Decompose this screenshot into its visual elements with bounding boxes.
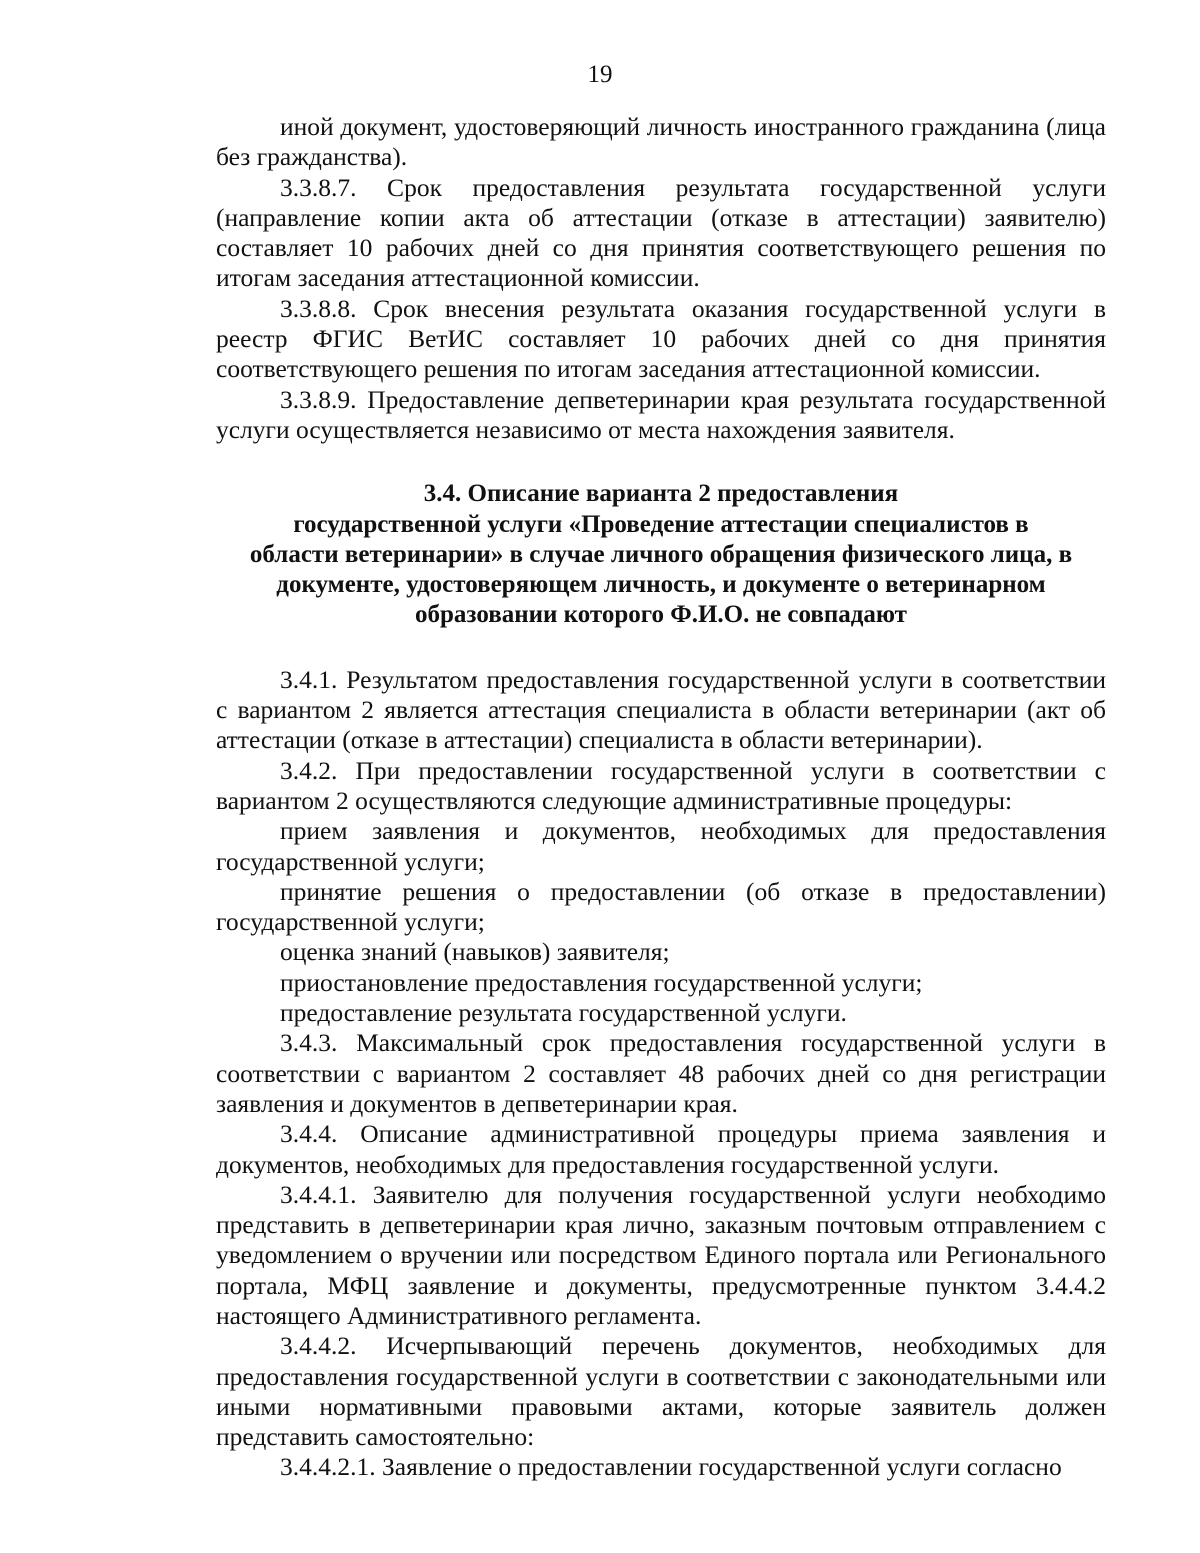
heading-line: документе, удостоверяющем личность, и документе о ветеринарном <box>276 571 1046 599</box>
document-body <box>216 112 1106 1483</box>
page-number: 19 <box>587 61 613 88</box>
paragraph-3-4-4-2-1: 3.4.4.2.1. Заявление о предоставлении государственной услуги согласно <box>280 1452 1062 1482</box>
paragraph-foreign-id: иной документ, удостоверяющий личность иностранного гражданина (лица без гражданства). <box>216 112 1106 172</box>
section-heading-3-4 <box>216 479 1106 630</box>
paragraph-3-3-8-9: 3.3.8.9. Предоставление депветеринарии края результата государственной услуги осуществляется независимо от места нахождения заявителя. <box>216 384 1106 444</box>
paragraph-3-3-8-7: 3.3.8.7. Срок предоставления результата государственной услуги (направление копии акта об аттестации (отказе в аттестации) заявителю) составляет 10 рабочих дней со дня принятия соответствующего решения по итогам заседания аттестационной комиссии. <box>216 172 1106 293</box>
paragraph-3-3-8-8: 3.3.8.8. Срок внесения результата оказания государственной услуги в реестр ФГИС ВетИС составляет 10 рабочих дней со дня принятия соответствующего решения по итогам заседания аттестационной комиссии. <box>216 293 1106 384</box>
paragraph-3-4-4-2: 3.4.4.2. Исчерпывающий перечень документов, необходимых для предоставления государственной услуги в соответствии с законодательными или иными нормативными правовыми актами, которые заявитель должен представить самостоятельно: <box>216 1331 1106 1452</box>
procedure-item: оценка знаний (навыков) заявителя; <box>280 937 670 967</box>
procedure-item: предоставление результата государственной услуги. <box>280 998 847 1028</box>
heading-line: государственной услуги «Проведение аттестации специалистов в <box>293 510 1029 538</box>
heading-line: области ветеринарии» в случае личного обращения физического лица, в <box>249 540 1073 568</box>
procedure-item: приостановление предоставления государственной услуги; <box>280 967 923 997</box>
paragraph-3-4-2: 3.4.2. При предоставлении государственной услуги в соответствии с вариантом 2 осуществляются следующие административные процедуры: <box>216 755 1106 815</box>
paragraph-3-4-1: 3.4.1. Результатом предоставления государственной услуги в соответствии с вариантом 2 является аттестация специалиста в области ветеринарии (акт об аттестации (отказе в аттестации) специалиста в области ветеринарии). <box>216 664 1106 755</box>
heading-line: образовании которого Ф.И.О. не совпадают <box>415 601 907 629</box>
procedure-item: принятие решения о предоставлении (об отказе в предоставлении) государственной услуги; <box>216 876 1106 937</box>
paragraph-3-4-4-1: 3.4.4.1. Заявителю для получения государственной услуги необходимо представить в депветеринарии края лично, заказным почтовым отправлением с уведомлением о вручении или посредством Единого портала или Регионального портала, МФЦ заявление и документы, предусмотренные пунктом 3.4.4.2 настоящего Административного регламента. <box>216 1179 1106 1330</box>
heading-line: 3.4. Описание варианта 2 предоставления <box>423 480 899 508</box>
paragraph-3-4-4: 3.4.4. Описание административной процедуры приема заявления и документов, необходимых для предоставления государственной услуги. <box>216 1119 1106 1179</box>
paragraph-3-4-3: 3.4.3. Максимальный срок предоставления государственной услуги в соответствии с вариантом 2 составляет 48 рабочих дней со дня регистрации заявления и документов в депветеринарии края. <box>216 1028 1106 1118</box>
procedure-item: прием заявления и документов, необходимых для предоставления государственной услуги; <box>216 816 1106 876</box>
